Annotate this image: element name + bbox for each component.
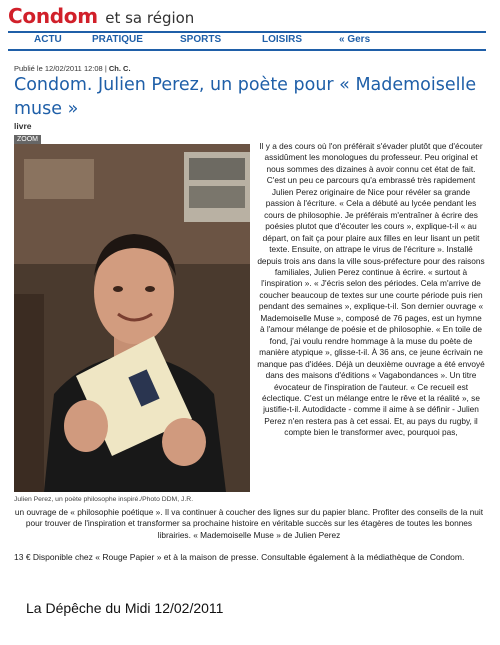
published-label: Publié le [14, 64, 43, 73]
author-portrait-illustration [14, 144, 250, 492]
article-meta [14, 64, 131, 73]
nav-item-pratique[interactable]: PRATIQUE [92, 34, 143, 45]
nav-item-actu[interactable]: ACTU [34, 34, 62, 45]
site-masthead [8, 4, 194, 30]
site-brand[interactable]: Condom [8, 4, 98, 28]
site-region: et sa région [105, 9, 195, 27]
article-title: Condom. Julien Perez, un poète pour « Mademoiselle muse » [14, 75, 477, 119]
book-availability: 13 € Disponible chez « Rouge Papier » et à la maison de presse. Consultable également à la médiathèque de Condom. [14, 552, 465, 562]
nav-item-gers[interactable]: « Gers [339, 34, 371, 45]
meta-separator: | [104, 64, 107, 73]
article-photo[interactable] [14, 144, 250, 492]
nav-item-sports[interactable]: SPORTS [180, 34, 222, 45]
photo-caption: Julien Perez, un poète philosophe inspiré./Photo DDM, J.R. [14, 496, 194, 503]
nav-item-loisirs[interactable]: LOISIRS [262, 34, 303, 45]
article-body-continued: un ouvrage de « philosophie poétique ». Il va continuer à coucher des lignes sur du papier blanc. Profiter des conseils de la nuit pour trouver de l'inspiration et transformer sa prochaine histoire en véritable succès sur les étagères de toutes les bonnes librairies. « Mademoiselle Muse » de Julien Perez [14, 507, 484, 540]
section-navbar [8, 31, 486, 51]
published-date: 12/02/2011 12:08 [44, 64, 103, 73]
article-body-column: Il y a des cours où l'on préférait s'évader plutôt que d'écouter assidûment les monologues du professeur. Peu original et nous sommes des dizaines à avoir connu cet état de fait. C'est un peu ce parcours qu'a embrassé très rapidement Julien Perez originaire de Nice pour révéler sa grande passion à l'écriture. « Cela a débuté au lycée pendant les cours de philosophie. Je préférais m'entraîner à écrire des poésies plutot que d'écouter les cours », explique-t-il « au départ, on fait ça pour plaire aux filles en leur lisant un petit texte. Ensuite, on attrape le virus de l'écriture ». Installé depuis trois ans dans la ville sous-préfecture pour des raisons familiales, Julien Perez continue à écrire. « surtout à l'inspiration ». « J'écris selon des périodes. Cela m'arrive de coucher beaucoup de textes sur une courte période puis rien pendant des semaines », explique-t-il. Son dernier ouvrage « Mademoiselle Muse », composé de 76 pages, est un hymne à l'amour mélange de poésie et de philosophie. « En toile de fond, j'ai voulu rendre hommage à la muse du poète de manière atypique », glisse-t-il. À 36 ans, ce jeune écrivain ne manque pas d'idées. Déjà un deuxième ouvrage a été envoyé dans des maisons d'éditions « Vagabondances ». Un titre évocateur de l'inspiration de l'auteur. « Ce recueil est éclectique. C'est un mélange entre le rêve et la réalité », se justifie-t-il. Autodidacte - comme il aime à se définir - Julien Perez n'en restera pas à cet essai. Et, au pays du rugby, il compte bien le transformer avec, pourquoi pas, [257, 141, 485, 438]
zoom-button[interactable] [14, 135, 41, 144]
source-note: La Dépêche du Midi 12/02/2011 [26, 600, 224, 616]
zoom-label: ZOOM [17, 136, 38, 143]
article-author: Ch. C. [108, 64, 131, 73]
article-kicker: livre [14, 121, 32, 131]
